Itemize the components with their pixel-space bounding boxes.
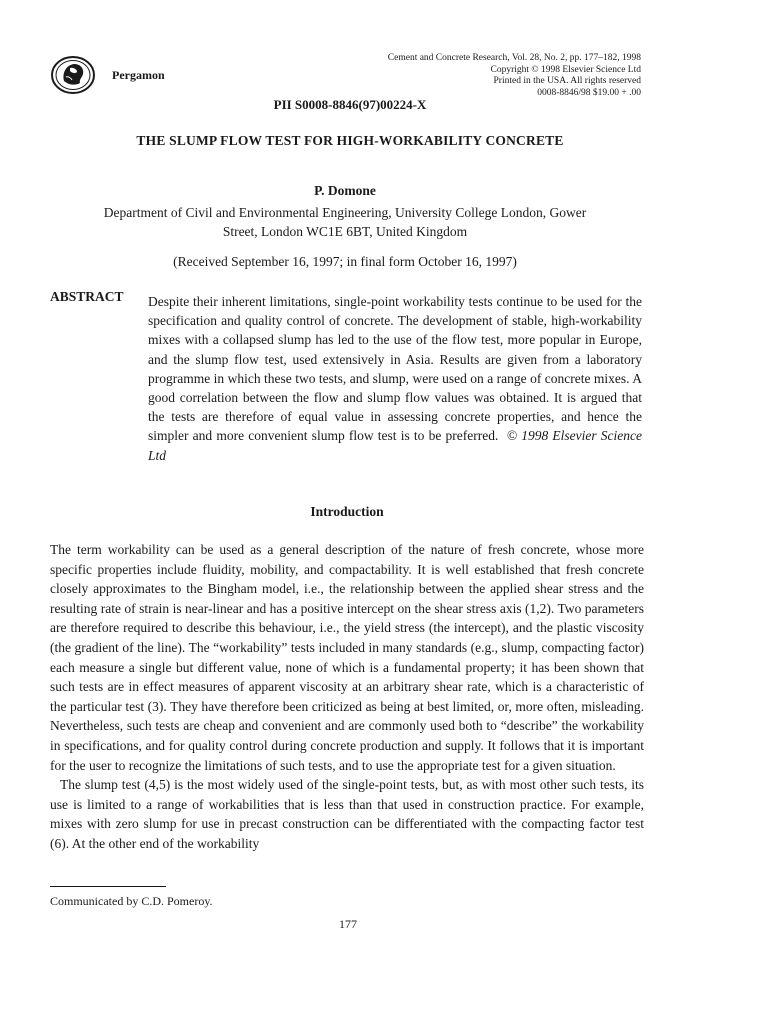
section-heading-introduction: Introduction — [310, 504, 384, 519]
page-number: 177 — [339, 917, 357, 931]
abstract-text — [148, 292, 642, 465]
paragraph: The term workability can be used as a general description of the nature of fresh concrete, whose more specific properties include fluidity, mobility, and compactability. It is well established that fresh concrete closely approximates to the Bingham model, i.e., the relationship between the applied shear stress and the resulting rate of strain is near-linear and has a positive intercept on the shear stress axis (1,2). Two parameters are therefore required to describe this behaviour, i.e., the yield stress (the intercept), and the plastic viscosity (the gradient of the line). The “workability” tests included in many standards (e.g., slump, compacting factor) each measure a single but different value, none of which is a fundamental property; it has been shown that such tests are in effect measures of apparent viscosity at an arbitrary shear rate, which is a characteristic of the particular test (3). They have therefore been criticized as being at best limited, or, more often, misleading. Nevertheless, such tests are cheap and convenient and are commonly used both to “describe” the workability in specifications, and for quality control during concrete production and supply. It follows that it is important for the user to recognize the limitations of such tests, and to use the appropriate test for a given situation. — [50, 542, 644, 773]
footnote-divider — [50, 886, 166, 887]
journal-line: Printed in the USA. All rights reserved — [493, 76, 641, 86]
paragraph: The slump test (4,5) is the most widely used of the single-point tests, but, as with most other such tests, its use is limited to a range of workabilities that is less than that used in construction practice. For example, mixes with zero slump for use in precast construction can be differentiated with the compacting factor test (6). At the other end of the workability — [50, 777, 644, 851]
affiliation-line: Street, London WC1E 6BT, United Kingdom — [222, 224, 468, 239]
received-dates: (Received September 16, 1997; in final form October 16, 1997) — [173, 254, 517, 269]
journal-line: 0008-8846/98 $19.00 + .00 — [537, 87, 641, 98]
pergamon-logo-icon — [50, 55, 96, 95]
paper-title: THE SLUMP FLOW TEST FOR HIGH-WORKABILITY CONCRETE — [136, 133, 564, 148]
affiliation-line: Department of Civil and Environmental Engineering, University College London, Gower — [103, 205, 587, 220]
abstract-heading: ABSTRACT — [50, 289, 124, 304]
author-name: P. Domone — [314, 183, 376, 198]
author-affiliation — [40, 203, 650, 241]
publisher-name: Pergamon — [112, 68, 165, 82]
abstract-copyright: © 1998 Elsevier Science Ltd — [148, 428, 643, 463]
footnote: Communicated by C.D. Pomeroy. — [50, 894, 213, 908]
introduction-body — [50, 540, 644, 854]
pii-identifier: PII S0008-8846(97)00224-X — [273, 97, 427, 112]
journal-line: Copyright © 1998 Elsevier Science Ltd — [490, 64, 641, 75]
journal-info — [388, 53, 641, 99]
abstract-body: Despite their inherent limitations, single-point workability tests continue to be used for the specification and quality control of concrete. The development of stable, high-workability mixes with a collapsed slump has led to the use of the flow test, more popular in Europe, and the slump flow test, used extensively in Asia. Results are given from a laboratory programme in which these two tests, and slump, were used on a range of concrete mixes. A good correlation between the flow and slump flow values was obtained. It is argued that the tests are therefore of equal value in assessing concrete properties, and hence the simpler and more convenient slump flow test is to be preferred. — [148, 294, 642, 444]
journal-line: Cement and Concrete Research, Vol. 28, No. 2, pp. 177–182, 1998 — [387, 53, 641, 63]
